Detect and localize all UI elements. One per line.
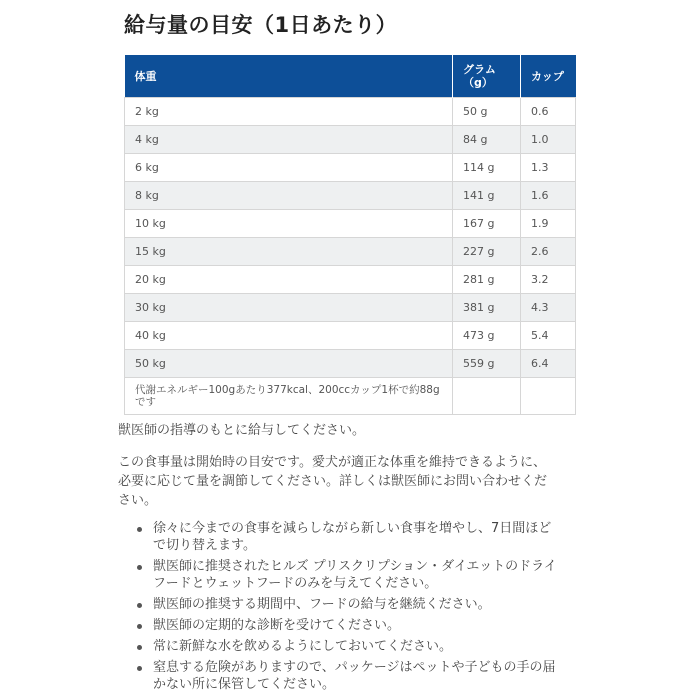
header-grams-label: グラム （g） <box>463 63 496 89</box>
cell-grams: 84 g <box>453 126 521 154</box>
table-row <box>125 350 576 378</box>
cautions-list <box>118 520 563 697</box>
header-cups: カップ <box>521 55 576 98</box>
cell-grams: 50 g <box>453 98 521 126</box>
cell-grams: 281 g <box>453 266 521 294</box>
bullet-icon <box>137 527 142 532</box>
cell-cups: 1.3 <box>521 154 576 182</box>
table-row <box>125 266 576 294</box>
bullet-icon <box>137 565 142 570</box>
bullet-icon <box>137 624 142 629</box>
list-item <box>153 520 563 554</box>
header-weight: 体重 <box>125 55 453 98</box>
cell-grams: 473 g <box>453 322 521 350</box>
table-header-row <box>125 55 576 98</box>
table-note: 代謝エネルギー100gあたり377kcal、200ccカップ1杯で約88gです <box>125 378 453 415</box>
cell-cups: 0.6 <box>521 98 576 126</box>
table-row <box>125 182 576 210</box>
feeding-table <box>124 55 576 415</box>
cell-weight: 30 kg <box>125 294 453 322</box>
cell-weight: 6 kg <box>125 154 453 182</box>
cell-grams: 114 g <box>453 154 521 182</box>
table-row <box>125 238 576 266</box>
cell-weight: 20 kg <box>125 266 453 294</box>
cell-weight: 40 kg <box>125 322 453 350</box>
cell-cups: 1.0 <box>521 126 576 154</box>
cell-cups: 1.9 <box>521 210 576 238</box>
cell-cups: 1.6 <box>521 182 576 210</box>
list-item-text: 獣医師の定期的な診断を受けてください。 <box>153 618 401 633</box>
cell-cups: 6.4 <box>521 350 576 378</box>
starting-amount-text: この食事量は開始時の目安です。愛犬が適正な体重を維持できるように、必要に応じて量を調節してください。詳しくは獣医師にお問い合わせください。 <box>118 455 548 508</box>
table-note-row <box>125 378 576 415</box>
cell-cups: 5.4 <box>521 322 576 350</box>
list-item-text: 獣医師に推奨されたヒルズ プリスクリプション・ダイエットのドライフードとウェットフードのみを与えてください。 <box>153 559 557 591</box>
list-item <box>153 659 563 693</box>
table-row <box>125 322 576 350</box>
cell-grams: 141 g <box>453 182 521 210</box>
cell-weight: 4 kg <box>125 126 453 154</box>
table-row <box>125 126 576 154</box>
bullet-icon <box>137 603 142 608</box>
cell-weight: 15 kg <box>125 238 453 266</box>
cell-weight: 2 kg <box>125 98 453 126</box>
cell-weight: 50 kg <box>125 350 453 378</box>
list-item-text: 獣医師の推奨する期間中、フードの給与を継続ください。 <box>153 597 491 612</box>
page-title: 給与量の目安（1日あたり） <box>124 13 398 37</box>
header-grams <box>453 55 521 98</box>
cell-grams: 381 g <box>453 294 521 322</box>
table-note-empty-cups <box>521 378 576 415</box>
list-item <box>153 558 563 592</box>
table-row <box>125 98 576 126</box>
table-row <box>125 210 576 238</box>
list-item-text: 常に新鮮な水を飲めるようにしておいてください。 <box>153 639 453 654</box>
table-row <box>125 294 576 322</box>
cell-cups: 3.2 <box>521 266 576 294</box>
cell-grams: 227 g <box>453 238 521 266</box>
cell-grams: 559 g <box>453 350 521 378</box>
table-body <box>125 98 576 415</box>
cell-cups: 2.6 <box>521 238 576 266</box>
cell-weight: 10 kg <box>125 210 453 238</box>
list-item <box>153 617 563 634</box>
table-row <box>125 154 576 182</box>
table-note-empty-grams <box>453 378 521 415</box>
list-item-text: 窒息する危険がありますので、パッケージはペットや子どもの手の届かない所に保管してください。 <box>153 660 556 692</box>
bullet-icon <box>137 645 142 650</box>
cell-grams: 167 g <box>453 210 521 238</box>
vet-guidance-text: 獣医師の指導のもとに給与してください。 <box>118 423 366 438</box>
list-item-text: 徐々に今までの食事を減らしながら新しい食事を増やし、7日間ほどで切り替えます。 <box>153 521 552 553</box>
list-item <box>153 596 563 613</box>
cell-cups: 4.3 <box>521 294 576 322</box>
cell-weight: 8 kg <box>125 182 453 210</box>
bullet-icon <box>137 666 142 671</box>
list-item <box>153 638 563 655</box>
